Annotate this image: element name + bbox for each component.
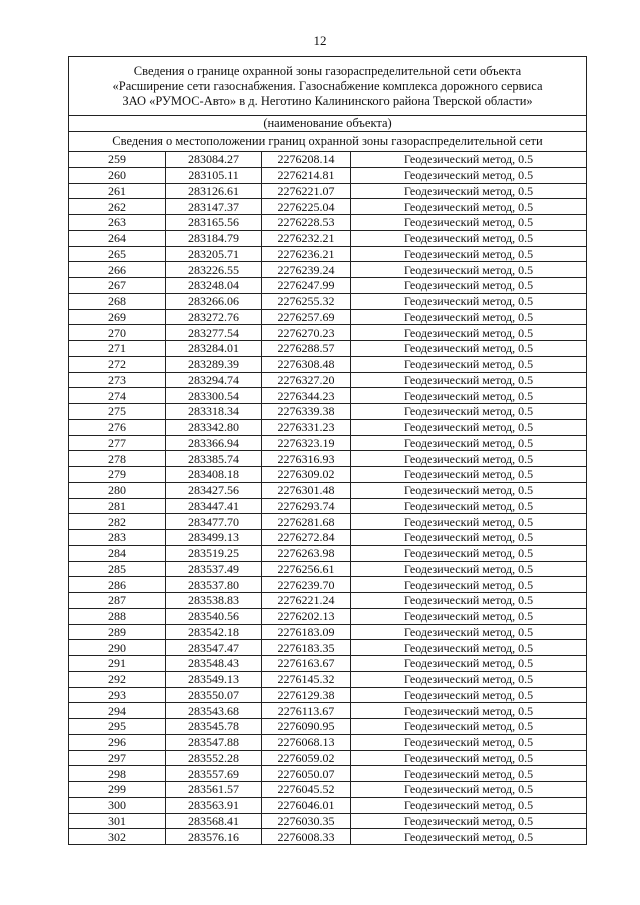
y-coordinate-cell: 2276339.38 (262, 404, 351, 420)
y-coordinate-cell: 2276255.32 (262, 293, 351, 309)
point-number-cell: 277 (69, 435, 166, 451)
table-row (69, 215, 587, 231)
y-coordinate-cell: 2276183.35 (262, 640, 351, 656)
x-coordinate-cell: 283408.18 (166, 467, 262, 483)
y-coordinate-cell: 2276263.98 (262, 545, 351, 561)
x-coordinate-cell: 283284.01 (166, 341, 262, 357)
table-row (69, 687, 587, 703)
table-row (69, 514, 587, 530)
method-cell: Геодезический метод, 0.5 (351, 230, 587, 246)
method-cell: Геодезический метод, 0.5 (351, 246, 587, 262)
method-cell: Геодезический метод, 0.5 (351, 451, 587, 467)
point-number-cell: 272 (69, 356, 166, 372)
method-cell: Геодезический метод, 0.5 (351, 671, 587, 687)
x-coordinate-cell: 283499.13 (166, 530, 262, 546)
y-coordinate-cell: 2276228.53 (262, 215, 351, 231)
point-number-cell: 301 (69, 813, 166, 829)
table-row (69, 404, 587, 420)
table-row (69, 325, 587, 341)
method-cell: Геодезический метод, 0.5 (351, 467, 587, 483)
y-coordinate-cell: 2276113.67 (262, 703, 351, 719)
method-cell: Геодезический метод, 0.5 (351, 152, 587, 168)
x-coordinate-cell: 283165.56 (166, 215, 262, 231)
method-cell: Геодезический метод, 0.5 (351, 545, 587, 561)
point-number-cell: 300 (69, 797, 166, 813)
method-cell: Геодезический метод, 0.5 (351, 278, 587, 294)
method-cell: Геодезический метод, 0.5 (351, 215, 587, 231)
x-coordinate-cell: 283294.74 (166, 372, 262, 388)
x-coordinate-cell: 283557.69 (166, 766, 262, 782)
point-number-cell: 275 (69, 404, 166, 420)
point-number-cell: 280 (69, 482, 166, 498)
y-coordinate-cell: 2276202.13 (262, 608, 351, 624)
table-row (69, 451, 587, 467)
table-row (69, 262, 587, 278)
x-coordinate-cell: 283147.37 (166, 199, 262, 215)
y-coordinate-cell: 2276344.23 (262, 388, 351, 404)
table-row (69, 388, 587, 404)
method-cell: Геодезический метод, 0.5 (351, 435, 587, 451)
point-number-cell: 298 (69, 766, 166, 782)
method-cell: Геодезический метод, 0.5 (351, 388, 587, 404)
method-cell: Геодезический метод, 0.5 (351, 813, 587, 829)
table-row (69, 561, 587, 577)
point-number-cell: 297 (69, 750, 166, 766)
point-number-cell: 287 (69, 593, 166, 609)
x-coordinate-cell: 283105.11 (166, 167, 262, 183)
y-coordinate-cell: 2276301.48 (262, 482, 351, 498)
table-row (69, 797, 587, 813)
y-coordinate-cell: 2276331.23 (262, 419, 351, 435)
method-cell: Геодезический метод, 0.5 (351, 356, 587, 372)
method-cell: Геодезический метод, 0.5 (351, 687, 587, 703)
method-cell: Геодезический метод, 0.5 (351, 719, 587, 735)
point-number-cell: 291 (69, 656, 166, 672)
x-coordinate-cell: 283561.57 (166, 782, 262, 798)
method-cell: Геодезический метод, 0.5 (351, 703, 587, 719)
x-coordinate-cell: 283545.78 (166, 719, 262, 735)
point-number-cell: 264 (69, 230, 166, 246)
y-coordinate-cell: 2276232.21 (262, 230, 351, 246)
y-coordinate-cell: 2276281.68 (262, 514, 351, 530)
x-coordinate-cell: 283300.54 (166, 388, 262, 404)
x-coordinate-cell: 283537.49 (166, 561, 262, 577)
x-coordinate-cell: 283543.68 (166, 703, 262, 719)
method-cell: Геодезический метод, 0.5 (351, 183, 587, 199)
method-cell: Геодезический метод, 0.5 (351, 577, 587, 593)
method-cell: Геодезический метод, 0.5 (351, 782, 587, 798)
y-coordinate-cell: 2276129.38 (262, 687, 351, 703)
table-row (69, 293, 587, 309)
method-cell: Геодезический метод, 0.5 (351, 341, 587, 357)
method-cell: Геодезический метод, 0.5 (351, 262, 587, 278)
method-cell: Геодезический метод, 0.5 (351, 325, 587, 341)
method-cell: Геодезический метод, 0.5 (351, 640, 587, 656)
y-coordinate-cell: 2276046.01 (262, 797, 351, 813)
x-coordinate-cell: 283538.83 (166, 593, 262, 609)
table-row (69, 230, 587, 246)
y-coordinate-cell: 2276316.93 (262, 451, 351, 467)
y-coordinate-cell: 2276221.24 (262, 593, 351, 609)
table-row (69, 750, 587, 766)
y-coordinate-cell: 2276270.23 (262, 325, 351, 341)
method-cell: Геодезический метод, 0.5 (351, 829, 587, 845)
point-number-cell: 283 (69, 530, 166, 546)
x-coordinate-cell: 283126.61 (166, 183, 262, 199)
x-coordinate-cell: 283248.04 (166, 278, 262, 294)
method-cell: Геодезический метод, 0.5 (351, 624, 587, 640)
table-row (69, 152, 587, 168)
x-coordinate-cell: 283318.34 (166, 404, 262, 420)
page-number: 12 (313, 33, 327, 48)
point-number-cell: 267 (69, 278, 166, 294)
y-coordinate-cell: 2276090.95 (262, 719, 351, 735)
method-cell: Геодезический метод, 0.5 (351, 419, 587, 435)
y-coordinate-cell: 2276008.33 (262, 829, 351, 845)
x-coordinate-cell: 283277.54 (166, 325, 262, 341)
table-row (69, 278, 587, 294)
table-row (69, 734, 587, 750)
point-number-cell: 302 (69, 829, 166, 845)
y-coordinate-cell: 2276050.07 (262, 766, 351, 782)
y-coordinate-cell: 2276308.48 (262, 356, 351, 372)
method-cell: Геодезический метод, 0.5 (351, 750, 587, 766)
method-cell: Геодезический метод, 0.5 (351, 797, 587, 813)
x-coordinate-cell: 283576.16 (166, 829, 262, 845)
x-coordinate-cell: 283563.91 (166, 797, 262, 813)
point-number-cell: 268 (69, 293, 166, 309)
y-coordinate-cell: 2276323.19 (262, 435, 351, 451)
y-coordinate-cell: 2276221.07 (262, 183, 351, 199)
method-cell: Геодезический метод, 0.5 (351, 561, 587, 577)
document-title (69, 57, 587, 116)
method-cell: Геодезический метод, 0.5 (351, 199, 587, 215)
y-coordinate-cell: 2276214.81 (262, 167, 351, 183)
method-cell: Геодезический метод, 0.5 (351, 482, 587, 498)
x-coordinate-cell: 283447.41 (166, 498, 262, 514)
x-coordinate-cell: 283226.55 (166, 262, 262, 278)
table-row (69, 467, 587, 483)
table-row (69, 782, 587, 798)
x-coordinate-cell: 283519.25 (166, 545, 262, 561)
method-cell: Геодезический метод, 0.5 (351, 766, 587, 782)
table-row (69, 199, 587, 215)
table-row (69, 656, 587, 672)
y-coordinate-cell: 2276239.24 (262, 262, 351, 278)
method-cell: Геодезический метод, 0.5 (351, 530, 587, 546)
x-coordinate-cell: 283537.80 (166, 577, 262, 593)
title-line: «Расширение сети газоснабжения. Газоснабжение комплекса дорожного сервиса (112, 78, 543, 93)
y-coordinate-cell: 2276247.99 (262, 278, 351, 294)
table-row (69, 829, 587, 845)
point-number-cell: 279 (69, 467, 166, 483)
boundary-table (68, 56, 587, 845)
method-cell: Геодезический метод, 0.5 (351, 514, 587, 530)
method-cell: Геодезический метод, 0.5 (351, 656, 587, 672)
method-cell: Геодезический метод, 0.5 (351, 608, 587, 624)
table-row (69, 419, 587, 435)
y-coordinate-cell: 2276272.84 (262, 530, 351, 546)
point-number-cell: 299 (69, 782, 166, 798)
point-number-cell: 260 (69, 167, 166, 183)
point-number-cell: 294 (69, 703, 166, 719)
y-coordinate-cell: 2276208.14 (262, 152, 351, 168)
point-number-cell: 271 (69, 341, 166, 357)
x-coordinate-cell: 283542.18 (166, 624, 262, 640)
y-coordinate-cell: 2276183.09 (262, 624, 351, 640)
x-coordinate-cell: 283549.13 (166, 671, 262, 687)
point-number-cell: 292 (69, 671, 166, 687)
table-row (69, 703, 587, 719)
x-coordinate-cell: 283184.79 (166, 230, 262, 246)
x-coordinate-cell: 283385.74 (166, 451, 262, 467)
table-row (69, 640, 587, 656)
point-number-cell: 293 (69, 687, 166, 703)
table-row (69, 167, 587, 183)
point-number-cell: 262 (69, 199, 166, 215)
header-title-row (69, 57, 587, 116)
point-number-cell: 288 (69, 608, 166, 624)
table-row (69, 435, 587, 451)
point-number-cell: 290 (69, 640, 166, 656)
title-line: Сведения о границе охранной зоны газораспределительной сети объекта (133, 63, 522, 78)
point-number-cell: 281 (69, 498, 166, 514)
point-number-cell: 285 (69, 561, 166, 577)
table-row (69, 593, 587, 609)
y-coordinate-cell: 2276293.74 (262, 498, 351, 514)
point-number-cell: 289 (69, 624, 166, 640)
y-coordinate-cell: 2276068.13 (262, 734, 351, 750)
point-number-cell: 282 (69, 514, 166, 530)
y-coordinate-cell: 2276163.67 (262, 656, 351, 672)
y-coordinate-cell: 2276288.57 (262, 341, 351, 357)
method-cell: Геодезический метод, 0.5 (351, 372, 587, 388)
y-coordinate-cell: 2276236.21 (262, 246, 351, 262)
x-coordinate-cell: 283084.27 (166, 152, 262, 168)
table-row (69, 671, 587, 687)
table-row (69, 341, 587, 357)
object-caption-row (69, 116, 587, 132)
x-coordinate-cell: 283477.70 (166, 514, 262, 530)
point-number-cell: 276 (69, 419, 166, 435)
point-number-cell: 265 (69, 246, 166, 262)
method-cell: Геодезический метод, 0.5 (351, 404, 587, 420)
table-row (69, 545, 587, 561)
point-number-cell: 274 (69, 388, 166, 404)
method-cell: Геодезический метод, 0.5 (351, 498, 587, 514)
table-row (69, 530, 587, 546)
x-coordinate-cell: 283366.94 (166, 435, 262, 451)
method-cell: Геодезический метод, 0.5 (351, 293, 587, 309)
x-coordinate-cell: 283540.56 (166, 608, 262, 624)
y-coordinate-cell: 2276256.61 (262, 561, 351, 577)
table-row (69, 372, 587, 388)
method-cell: Геодезический метод, 0.5 (351, 734, 587, 750)
point-number-cell: 284 (69, 545, 166, 561)
x-coordinate-cell: 283266.06 (166, 293, 262, 309)
y-coordinate-cell: 2276059.02 (262, 750, 351, 766)
x-coordinate-cell: 283342.80 (166, 419, 262, 435)
point-number-cell: 263 (69, 215, 166, 231)
table-row (69, 577, 587, 593)
section-title: Сведения о местоположении границ охранной зоны газораспределительной сети (69, 132, 587, 152)
table-row (69, 766, 587, 782)
table-row (69, 813, 587, 829)
x-coordinate-cell: 283272.76 (166, 309, 262, 325)
table-row (69, 498, 587, 514)
y-coordinate-cell: 2276030.35 (262, 813, 351, 829)
point-number-cell: 270 (69, 325, 166, 341)
y-coordinate-cell: 2276327.20 (262, 372, 351, 388)
x-coordinate-cell: 283548.43 (166, 656, 262, 672)
x-coordinate-cell: 283550.07 (166, 687, 262, 703)
y-coordinate-cell: 2276045.52 (262, 782, 351, 798)
point-number-cell: 278 (69, 451, 166, 467)
point-number-cell: 296 (69, 734, 166, 750)
table-row (69, 482, 587, 498)
point-number-cell: 286 (69, 577, 166, 593)
method-cell: Геодезический метод, 0.5 (351, 593, 587, 609)
method-cell: Геодезический метод, 0.5 (351, 167, 587, 183)
table-row (69, 608, 587, 624)
x-coordinate-cell: 283427.56 (166, 482, 262, 498)
table-row (69, 309, 587, 325)
table-row (69, 624, 587, 640)
x-coordinate-cell: 283289.39 (166, 356, 262, 372)
x-coordinate-cell: 283547.88 (166, 734, 262, 750)
y-coordinate-cell: 2276145.32 (262, 671, 351, 687)
point-number-cell: 266 (69, 262, 166, 278)
object-caption: (наименование объекта) (69, 116, 587, 132)
x-coordinate-cell: 283205.71 (166, 246, 262, 262)
y-coordinate-cell: 2276257.69 (262, 309, 351, 325)
point-number-cell: 269 (69, 309, 166, 325)
point-number-cell: 273 (69, 372, 166, 388)
method-cell: Геодезический метод, 0.5 (351, 309, 587, 325)
point-number-cell: 261 (69, 183, 166, 199)
y-coordinate-cell: 2276239.70 (262, 577, 351, 593)
title-line: ЗАО «РУМОС-Авто» в д. Неготино Калининского района Тверской области» (122, 93, 533, 108)
y-coordinate-cell: 2276225.04 (262, 199, 351, 215)
point-number-cell: 259 (69, 152, 166, 168)
y-coordinate-cell: 2276309.02 (262, 467, 351, 483)
x-coordinate-cell: 283552.28 (166, 750, 262, 766)
table-row (69, 356, 587, 372)
table-row (69, 719, 587, 735)
table-row (69, 183, 587, 199)
point-number-cell: 295 (69, 719, 166, 735)
x-coordinate-cell: 283547.47 (166, 640, 262, 656)
x-coordinate-cell: 283568.41 (166, 813, 262, 829)
section-title-row (69, 132, 587, 152)
table-row (69, 246, 587, 262)
